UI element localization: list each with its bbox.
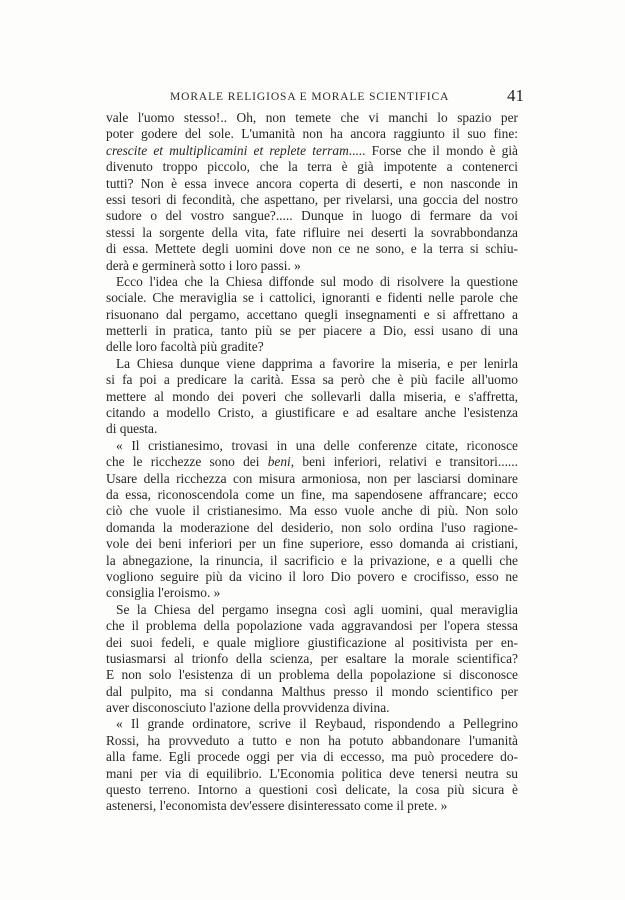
text-line: dei suoi fedeli, e quale migliore giustificazione al positivista per en- xyxy=(106,634,518,650)
italic-phrase: beni xyxy=(267,454,291,470)
page-number: 41 xyxy=(507,86,524,105)
text-segment: che le ricchezze sono dei xyxy=(106,454,268,470)
text-line: domanda la moderazione del desiderio, non solo ordina l'uso ragione- xyxy=(106,519,518,535)
text-line: risuonano dal pergamo, accettano quegli insegnamenti e si affrettano a xyxy=(106,306,518,322)
text-line: di essa. Mettete degli uomini dove non ce ne sono, e la terra si schiu- xyxy=(106,241,518,257)
text-line: consiglia l'eroismo. » xyxy=(106,585,221,601)
text-line: ciò che vuole il cristianesimo. Ma esso vuole anche di più. Non solo xyxy=(106,503,518,519)
text-line xyxy=(106,454,518,470)
text-line: « Il grande ordinatore, scrive il Reybaud, rispondendo a Pellegrino xyxy=(116,716,518,732)
text-line: astenersi, l'economista dev'essere disinteressato come il prete. » xyxy=(106,798,448,814)
text-line: mani per via di equilibrio. L'Economia politica deve tenersi neutra su xyxy=(106,765,518,781)
text-line: metterli in pratica, tanto più se per piacere a Dio, essi usano di una xyxy=(106,323,518,339)
text-line: aver disconosciuto l'azione della provvidenza divina. xyxy=(106,700,390,716)
text-line: dal pulpito, ma si condanna Malthus presso il mondo scientifico per xyxy=(106,683,518,699)
text-line: che il problema della popolazione vada aggravandosi per l'opera stessa xyxy=(106,618,518,634)
text-line: si fa poi a predicare la carità. Essa sa però che è più facile all'uomo xyxy=(106,372,518,388)
text-line: stessi la sorgente della vita, fate rifluire nei deserti la sovrabbondanza xyxy=(106,224,518,240)
text-line: poter godere del sole. L'umanità non ha ancora raggiunto il suo fine: xyxy=(106,126,518,142)
text-line: « Il cristianesimo, trovasi in una delle conferenze citate, riconosce xyxy=(116,437,518,453)
text-line xyxy=(106,143,518,159)
text-line: tusiasmarsi al trionfo della scienza, per esaltare la morale scientifica? xyxy=(106,650,518,666)
text-line: Usare della ricchezza con misura armoniosa, non per lasciarsi dominare xyxy=(106,470,518,486)
text-line: divenuto troppo piccolo, che la terra è già impotente a contenerci xyxy=(106,159,518,175)
text-line: tutti? Non è essa invece ancora coperta di deserti, e non nasconde in xyxy=(106,175,518,191)
text-line: delle loro facoltà più gradite? xyxy=(106,339,264,355)
text-line: vogliono seguire più da vicino il loro Dio povero e crocifisso, esso ne xyxy=(106,568,518,584)
text-line: Rossi, ha provveduto a tutto e non ha potuto abbandonare l'umanità xyxy=(106,732,518,748)
text-line: vole dei beni inferiori per un fine superiore, esso domanda ai cristiani, xyxy=(106,536,518,552)
text-line: Ecco l'idea che la Chiesa diffonde sul modo di risolvere la questione xyxy=(116,273,518,289)
text-line: mettere al mondo dei poveri che sollevarli dalla miseria, e s'affretta, xyxy=(106,388,518,404)
italic-phrase: crescite et multiplicamini et replete terram xyxy=(106,142,349,158)
running-title: MORALE RELIGIOSA E MORALE SCIENTIFICA xyxy=(170,91,450,103)
text-line: E non solo l'esistenza di un problema della popolazione si disconosce xyxy=(106,667,518,683)
text-line: La Chiesa dunque viene dapprima a favorire la miseria, e per lenirla xyxy=(116,355,518,371)
text-line: da essa, riconoscendola come un fine, ma sapendosene affrancare; ecco xyxy=(106,486,518,502)
text-line: la abnegazione, la rinuncia, il sacrificio e la privazione, e a quelli che xyxy=(106,552,518,568)
text-line: citando a modello Cristo, a giustificare e ad esaltare anche l'esistenza xyxy=(106,405,518,421)
text-segment: , beni inferiori, relativi e transitori...... xyxy=(290,454,518,470)
text-line: di questa. xyxy=(106,421,158,437)
text-line: Se la Chiesa del pergamo insegna così agli uomini, qual meraviglia xyxy=(116,601,518,617)
running-head xyxy=(106,88,524,108)
text-segment: ..... Forse che il mondo è già xyxy=(348,142,518,158)
text-line: sudore o del vostro sangue?..... Dunque in luogo di fermare da voi xyxy=(106,208,518,224)
text-line: questo terreno. Intorno a questioni così delicate, la cosa più sicura è xyxy=(106,782,518,798)
text-line: alla fame. Egli procede oggi per via di eccesso, ma può procedere do- xyxy=(106,749,518,765)
body-text xyxy=(106,110,518,815)
text-line: vale l'uomo stesso!.. Oh, non temete che vi manchi lo spazio per xyxy=(106,110,518,125)
text-line: sociale. Che meraviglia se i cattolici, ignoranti e fidenti nelle parole che xyxy=(106,290,518,306)
text-line: essi tesori di fecondità, che aspettano, per rivelarsi, una goccia del nostro xyxy=(106,191,518,207)
text-line: derà e germinerà sotto i loro passi. » xyxy=(106,257,301,273)
